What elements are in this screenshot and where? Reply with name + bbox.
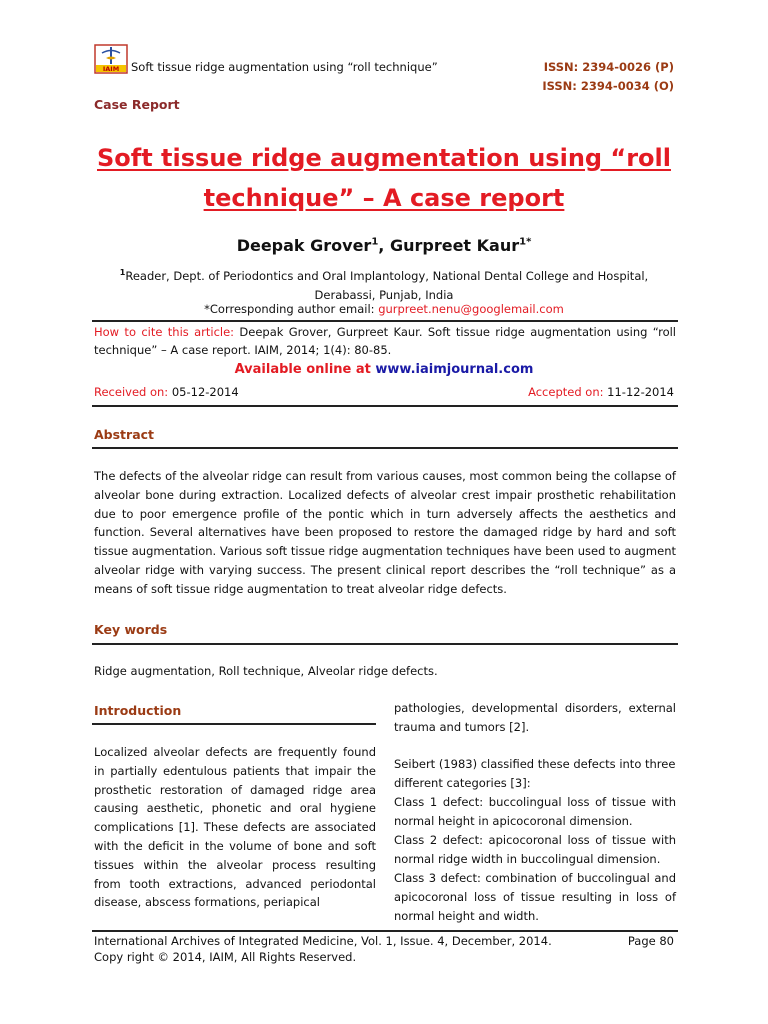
corresponding-label: *Corresponding author email:	[204, 302, 379, 316]
issn-online: ISSN: 2394-0034 (O)	[542, 79, 674, 93]
author-2: Gurpreet Kaur	[389, 236, 520, 255]
received-date	[94, 385, 239, 399]
available-online	[94, 362, 674, 377]
keywords-text: Ridge augmentation, Roll technique, Alveolar ridge defects.	[94, 664, 438, 678]
received-label: Received on:	[94, 385, 169, 399]
corresponding-author	[94, 302, 674, 316]
affiliation-marker: 1	[119, 268, 126, 277]
cite-text: Deepak Grover, Gurpreet Kaur. Soft tissue ridge augmentation using “roll technique” – A case report. IAIM, 2014; 1(4): 80-85.	[94, 325, 676, 357]
running-title: Soft tissue ridge augmentation using “roll technique”	[131, 60, 438, 74]
cite-label: How to cite this article:	[94, 325, 235, 339]
author-2-affil: 1*	[519, 236, 532, 248]
divider	[92, 643, 678, 645]
keywords-heading: Key words	[94, 622, 168, 637]
author-1-affil: 1	[371, 236, 379, 248]
author-separator: ,	[378, 236, 390, 255]
divider	[92, 405, 678, 407]
introduction-left-column: Localized alveolar defects are frequently found in partially edentulous patients that impair the prosthetic restoration of damaged ridge area causing aesthetic, phonetic and oral hygiene complications [1]. These defects are associated with the deficit in the volume of bone and soft tissues within the alveolar process resulting from tooth extractions, advanced periodontal disease, abscess formations, periapical	[94, 745, 376, 910]
logo-text: IAIM	[102, 65, 120, 73]
journal-logo	[94, 44, 128, 74]
article-type: Case Report	[94, 97, 180, 112]
divider	[92, 320, 678, 322]
footer-copyright: Copy right © 2014, IAIM, All Rights Reserved.	[94, 950, 357, 964]
divider	[92, 723, 376, 725]
introduction-heading: Introduction	[94, 703, 182, 718]
accepted-value: 11-12-2014	[603, 385, 674, 399]
accepted-label: Accepted on:	[528, 385, 604, 399]
page-number: Page 80	[627, 934, 674, 948]
journal-url-link[interactable]: www.iaimjournal.com	[375, 362, 534, 377]
seibert-classification: Seibert (1983) classified these defects into three different categories [3]:	[394, 757, 676, 790]
citation	[94, 323, 676, 359]
issn-print: ISSN: 2394-0026 (P)	[543, 60, 674, 74]
class-1-defect: Class 1 defect: buccolingual loss of tissue with normal height in apicocoronal dimension.	[394, 795, 676, 828]
authors	[94, 236, 674, 255]
title-line-1: Soft tissue ridge augmentation using “roll	[97, 144, 671, 172]
introduction-right-continued: pathologies, developmental disorders, external trauma and tumors [2].	[394, 701, 676, 734]
accepted-date	[528, 385, 674, 399]
corresponding-email-link[interactable]: gurpreet.nenu@googlemail.com	[378, 302, 564, 316]
affiliation	[94, 263, 674, 305]
footer-journal: International Archives of Integrated Medicine, Vol. 1, Issue. 4, December, 2014.	[94, 934, 552, 948]
abstract-text: The defects of the alveolar ridge can result from various causes, most common being the collapse of alveolar bone during extraction. Localized defects of alveolar crest impair prosthetic rehabilitation due to poor emergence profile of the pontic which in turn adversely affects the aesthetics and function. Several alternatives have been proposed to restore the damaged ridge by hard and soft tissue augmentation. Various soft tissue ridge augmentation techniques have been used to augment alveolar ridge with varying success. The present clinical report describes the “roll technique” as a means of soft tissue ridge augmentation to treat alveolar ridge defects.	[94, 469, 676, 596]
class-2-defect: Class 2 defect: apicocoronal loss of tissue with normal ridge width in buccolingual dimension.	[394, 833, 676, 866]
abstract-heading: Abstract	[94, 427, 155, 442]
article-title	[94, 138, 674, 218]
divider	[92, 447, 678, 449]
author-1: Deepak Grover	[236, 236, 372, 255]
received-value: 05-12-2014	[168, 385, 239, 399]
title-line-2: technique” – A case report	[203, 184, 565, 212]
affiliation-text: Reader, Dept. of Periodontics and Oral Implantology, National Dental College and Hospital, Derabassi, Punjab, India	[125, 268, 649, 302]
footer-divider	[92, 930, 678, 932]
available-label: Available online at	[234, 362, 376, 377]
class-3-defect: Class 3 defect: combination of buccolingual and apicocoronal loss of tissue resulting in loss of normal height and width.	[394, 871, 676, 923]
